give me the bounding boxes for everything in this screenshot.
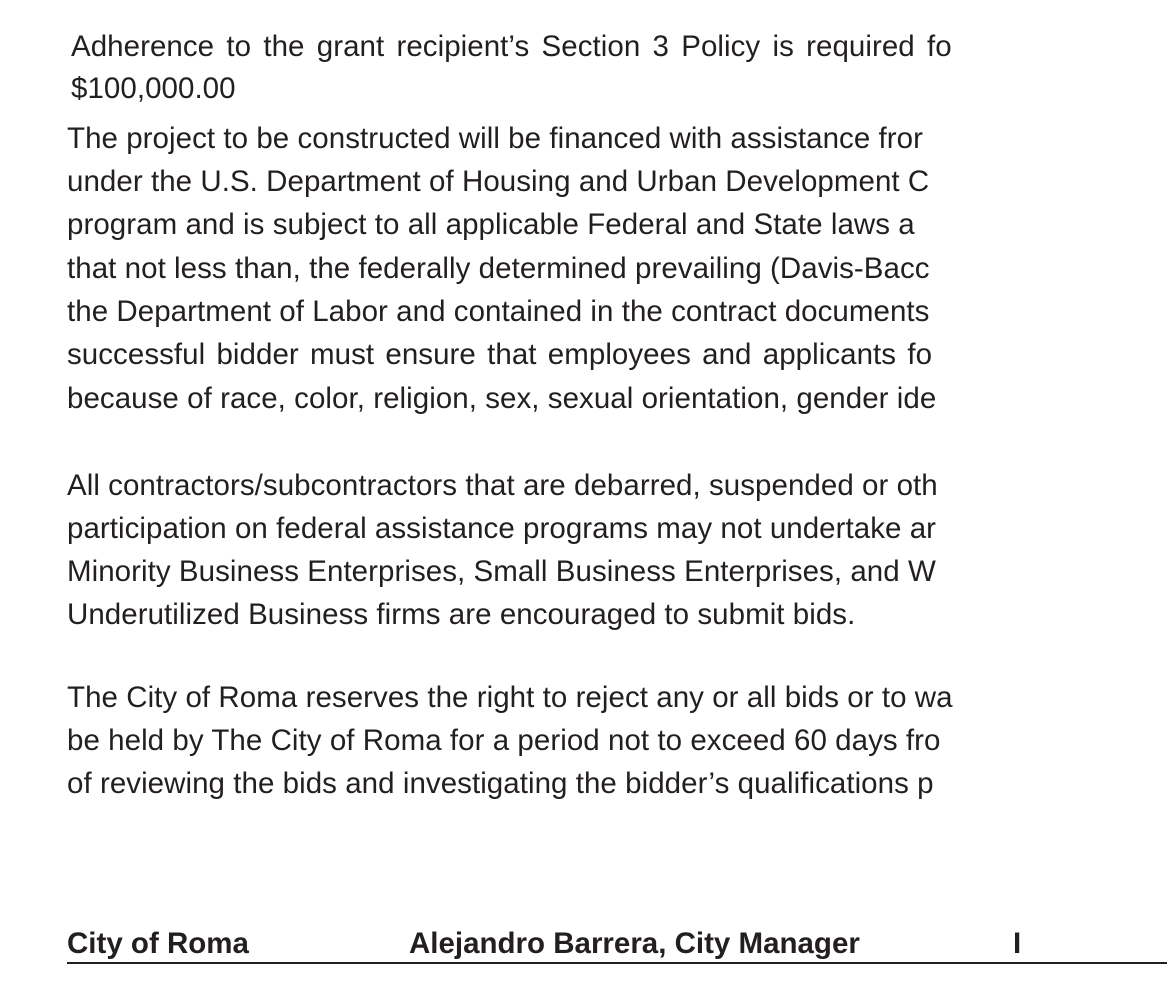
paragraph-line: because of race, color, religion, sex, sexual orientation, gender ide [67, 382, 937, 415]
signature-cut-fragment: I [1013, 927, 1022, 960]
paragraph-line: program and is subject to all applicable Federal and State laws a [67, 208, 915, 241]
amount-line: $100,000.00 [71, 72, 236, 105]
paragraph-line: The City of Roma reserves the right to reject any or all bids or to wa [67, 681, 953, 714]
paragraph-line: that not less than, the federally determined prevailing (Davis-Bacc [67, 252, 930, 285]
signature-manager: Alejandro Barrera, City Manager [409, 927, 860, 960]
paragraph-line: successful bidder must ensure that employees and applicants fo [67, 338, 933, 371]
paragraph-line: be held by The City of Roma for a period not to exceed 60 days fro [67, 724, 941, 757]
paragraph-line: under the U.S. Department of Housing and Urban Development C [67, 165, 930, 198]
paragraph-line: participation on federal assistance programs may not undertake ar [67, 512, 937, 545]
paragraph-line: The project to be constructed will be financed with assistance fror [67, 122, 923, 155]
section3-policy-line: Adherence to the grant recipient’s Section 3 Policy is required fo [71, 30, 952, 63]
paragraph-line: of reviewing the bids and investigating the bidder’s qualifications p [67, 767, 934, 800]
paragraph-line: the Department of Labor and contained in the contract documents [67, 295, 930, 328]
paragraph-line: Underutilized Business firms are encouraged to submit bids. [67, 598, 856, 631]
paragraph-line: All contractors/subcontractors that are debarred, suspended or oth [67, 469, 938, 502]
paragraph-line: Minority Business Enterprises, Small Business Enterprises, and W [67, 555, 936, 588]
signature-org: City of Roma [67, 927, 249, 960]
signature-line [67, 926, 1167, 964]
